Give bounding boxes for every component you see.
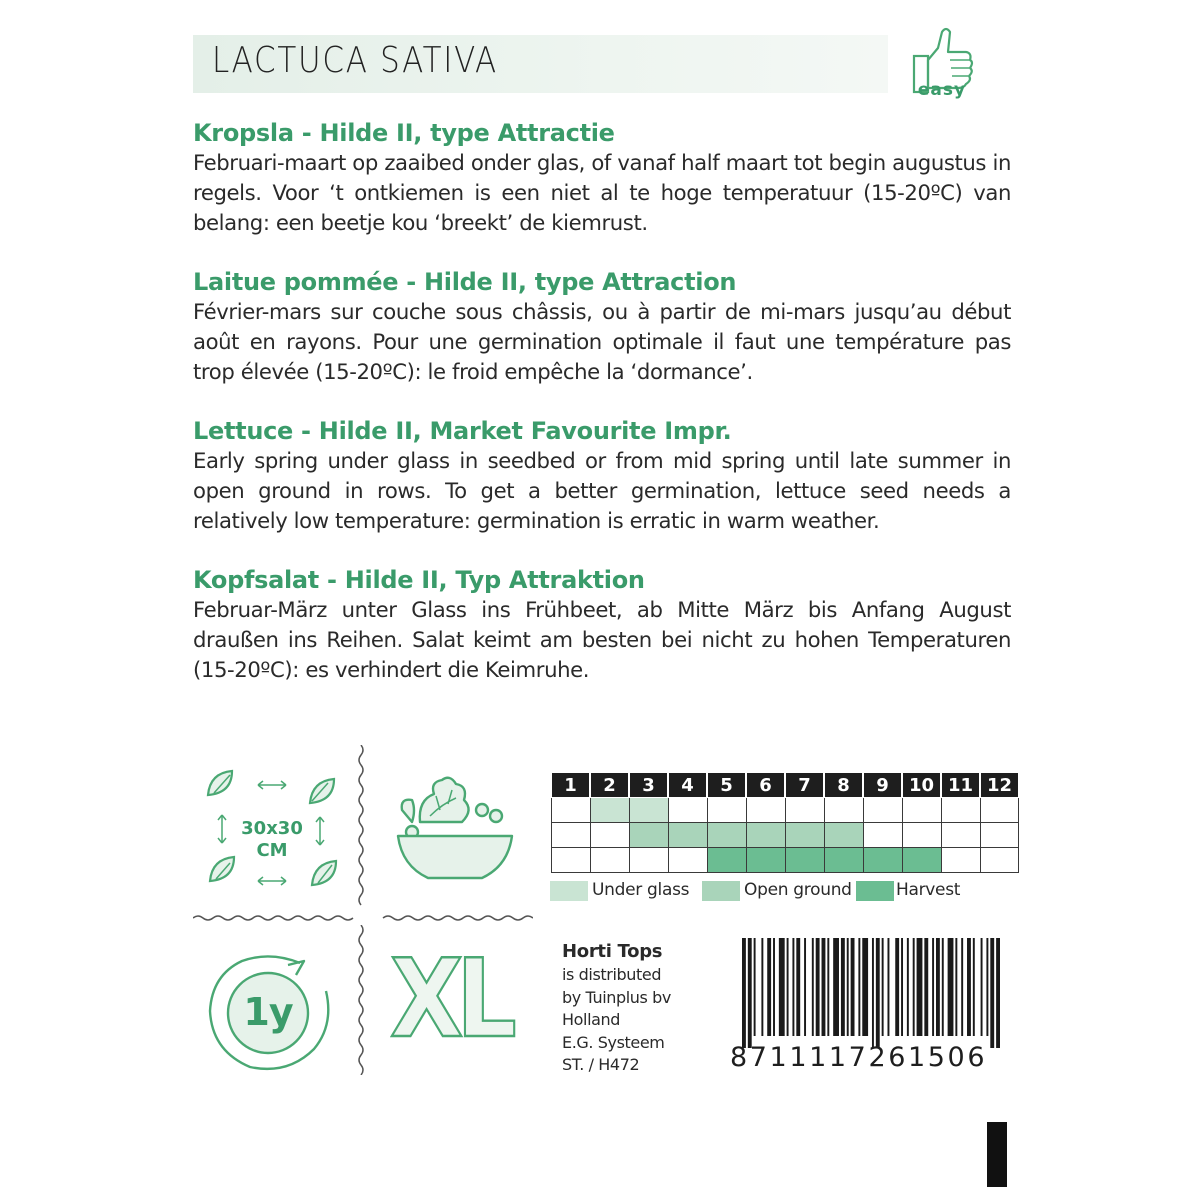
barcode-number: 8711117261506 <box>730 1042 988 1073</box>
calendar-cell <box>629 798 668 823</box>
calendar-grid <box>550 772 1019 873</box>
barcode-bar <box>761 938 763 1036</box>
section-german <box>193 565 1011 685</box>
registration-mark <box>987 1122 1007 1187</box>
barcode-bar <box>895 938 899 1036</box>
barcode-bar <box>936 938 940 1036</box>
barcode-bar <box>827 938 829 1036</box>
section-heading: Lettuce - Hilde II, Market Favourite Impr. <box>193 417 732 445</box>
calendar-cell <box>590 848 629 873</box>
calendar-cell <box>980 798 1019 823</box>
calendar-month-3: 3 <box>629 773 668 798</box>
section-heading: Kopfsalat - Hilde II, Typ Attraktion <box>193 566 645 594</box>
barcode-bar <box>907 938 909 1036</box>
distributor-line: Holland <box>562 1010 621 1029</box>
calendar-month-7: 7 <box>785 773 824 798</box>
barcode-bar <box>816 938 820 1036</box>
barcode-bar <box>932 938 934 1036</box>
calendar-cell <box>980 823 1019 848</box>
barcode-bar <box>833 938 839 1036</box>
barcode-bar <box>822 938 826 1036</box>
calendar-cell <box>902 823 941 848</box>
barcode-bar <box>942 938 944 1036</box>
calendar-cell <box>785 823 824 848</box>
distributor-info <box>562 940 722 1077</box>
calendar-row-under-glass <box>551 798 1019 823</box>
barcode-bar <box>901 938 903 1036</box>
legend-swatch-open-ground <box>702 881 740 901</box>
calendar-month-8: 8 <box>824 773 863 798</box>
wavy-divider-vertical <box>355 925 367 1075</box>
calendar-month-11: 11 <box>941 773 980 798</box>
calendar-cell <box>707 848 746 873</box>
calendar-cell <box>551 823 590 848</box>
spacing-unit: CM <box>256 840 288 861</box>
legend-label-open-ground: Open ground <box>744 880 852 900</box>
barcode-bar <box>787 938 789 1036</box>
calendar-cell <box>668 848 707 873</box>
legend-label-under-glass: Under glass <box>592 880 690 900</box>
calendar-cell <box>746 798 785 823</box>
calendar-cell <box>941 848 980 873</box>
wavy-divider-vertical <box>355 745 367 910</box>
barcode-bar <box>773 938 775 1036</box>
calendar-cell <box>785 798 824 823</box>
barcode-bar <box>996 938 1000 1048</box>
barcode-bar <box>981 938 983 1036</box>
calendar-month-12: 12 <box>980 773 1019 798</box>
calendar-cell <box>629 848 668 873</box>
barcode-bar <box>847 938 849 1036</box>
calendar-cell <box>902 848 941 873</box>
barcode-bar <box>742 938 746 1048</box>
barcode-bar <box>948 938 954 1036</box>
calendar-month-5: 5 <box>707 773 746 798</box>
section-text: Februar-März unter Glass ins Frühbeet, ab Mitte März bis Anfang August draußen ins Reihen. Salat keimt am besten bei nicht zu hohen Temperaturen (15-20ºC): es verhindert die Keimruhe. <box>193 597 1011 682</box>
calendar-cell <box>824 823 863 848</box>
barcode-bar <box>754 938 756 1036</box>
barcode-bar <box>858 938 860 1036</box>
brand-name: Horti Tops <box>562 941 663 962</box>
barcode-bar <box>990 938 994 1048</box>
barcode-bar <box>767 938 771 1036</box>
section-french <box>193 267 1011 387</box>
calendar-cell <box>941 823 980 848</box>
calendar-cell <box>746 823 785 848</box>
spacing-label <box>232 818 312 862</box>
calendar-legend <box>550 880 1010 904</box>
calendar-cell <box>629 823 668 848</box>
barcode-bar <box>779 938 785 1036</box>
calendar-cell <box>551 848 590 873</box>
calendar-month-9: 9 <box>863 773 902 798</box>
barcode-bar <box>748 938 752 1048</box>
barcode-bar <box>955 938 957 1036</box>
barcode-bar <box>967 938 971 1036</box>
calendar-cell <box>824 798 863 823</box>
calendar-row-open-ground <box>551 823 1019 848</box>
calendar-cell <box>707 823 746 848</box>
distributor-line: by Tuinplus bv <box>562 987 671 1007</box>
calendar-cell <box>863 798 902 823</box>
barcode-bar <box>796 938 800 1036</box>
barcode-bar <box>986 938 988 1036</box>
section-english <box>193 416 1011 536</box>
section-text: Février-mars sur couche sous châssis, ou à partir de mi-mars jusqu’au début août en rayons. Pour une germination optimale il faut une température pas trop élevée (15-20ºC): le froid empêche la ‘dormance’. <box>193 299 1011 384</box>
calendar-cell <box>824 848 863 873</box>
calendar-header-row <box>551 773 1019 798</box>
calendar-cell <box>785 848 824 873</box>
calendar-cell <box>551 798 590 823</box>
calendar-month-4: 4 <box>668 773 707 798</box>
section-text: Early spring under glass in seedbed or from mid spring until late summer in open ground in rows. To get a better germination, lettuce seed needs a relatively low temperature: germination is erratic in warm weather. <box>193 448 1011 533</box>
calendar-cell <box>590 823 629 848</box>
calendar-row-harvest <box>551 848 1019 873</box>
lifecycle-label: 1y <box>243 990 293 1034</box>
barcode-bar <box>882 938 884 1036</box>
barcode-bar <box>792 938 794 1036</box>
legend-label-harvest: Harvest <box>896 880 961 900</box>
distributor-line: E.G. Systeem <box>562 1032 665 1052</box>
barcode-bar <box>876 938 880 1048</box>
barcode-bar <box>804 938 806 1036</box>
calendar-cell <box>746 848 785 873</box>
easy-label: easy <box>917 80 967 100</box>
barcode-bar <box>961 938 963 1036</box>
legend-swatch-harvest <box>856 881 894 901</box>
section-heading: Laitue pommée - Hilde II, type Attraction <box>193 268 737 296</box>
calendar-cell <box>863 823 902 848</box>
barcode-bar <box>851 938 855 1036</box>
spacing-dimension: 30x30 <box>241 818 303 839</box>
calendar-month-2: 2 <box>590 773 629 798</box>
barcode-bar <box>841 938 845 1036</box>
sowing-calendar <box>550 772 1013 873</box>
calendar-cell <box>707 798 746 823</box>
size-xl-label: XL <box>390 937 510 1062</box>
wavy-divider-horizontal <box>193 912 533 924</box>
barcode-bar <box>872 938 874 1048</box>
salad-bowl-icon <box>390 770 520 890</box>
calendar-cell <box>980 848 1019 873</box>
section-dutch <box>193 118 1011 238</box>
barcode-bar <box>913 938 915 1036</box>
calendar-cell <box>590 798 629 823</box>
calendar-month-1: 1 <box>551 773 590 798</box>
calendar-cell <box>941 798 980 823</box>
distributor-line: ST. / H472 <box>562 1055 640 1074</box>
barcode-bar <box>917 938 923 1036</box>
barcode-bar <box>812 938 814 1036</box>
calendar-cell <box>668 823 707 848</box>
calendar-cell <box>668 798 707 823</box>
section-heading: Kropsla - Hilde II, type Attractie <box>193 119 615 147</box>
calendar-month-6: 6 <box>746 773 785 798</box>
barcode-bar <box>924 938 928 1036</box>
species-title: LACTUCA SATIVA <box>212 40 498 81</box>
barcode-bar <box>973 938 975 1036</box>
legend-swatch-under-glass <box>550 881 588 901</box>
barcode-bar <box>862 938 868 1036</box>
section-text: Februari-maart op zaaibed onder glas, of vanaf half maart tot begin augustus in regels. Voor ‘t ontkiemen is een niet al te hoge temperatuur (15-20ºC) van belang: een beetje kou ‘breekt’ de kiemrust. <box>193 150 1011 235</box>
barcode-bar <box>887 938 889 1036</box>
distributor-line: is distributed <box>562 965 662 984</box>
calendar-month-10: 10 <box>902 773 941 798</box>
barcode <box>742 938 1000 1048</box>
calendar-cell <box>902 798 941 823</box>
calendar-cell <box>863 848 902 873</box>
